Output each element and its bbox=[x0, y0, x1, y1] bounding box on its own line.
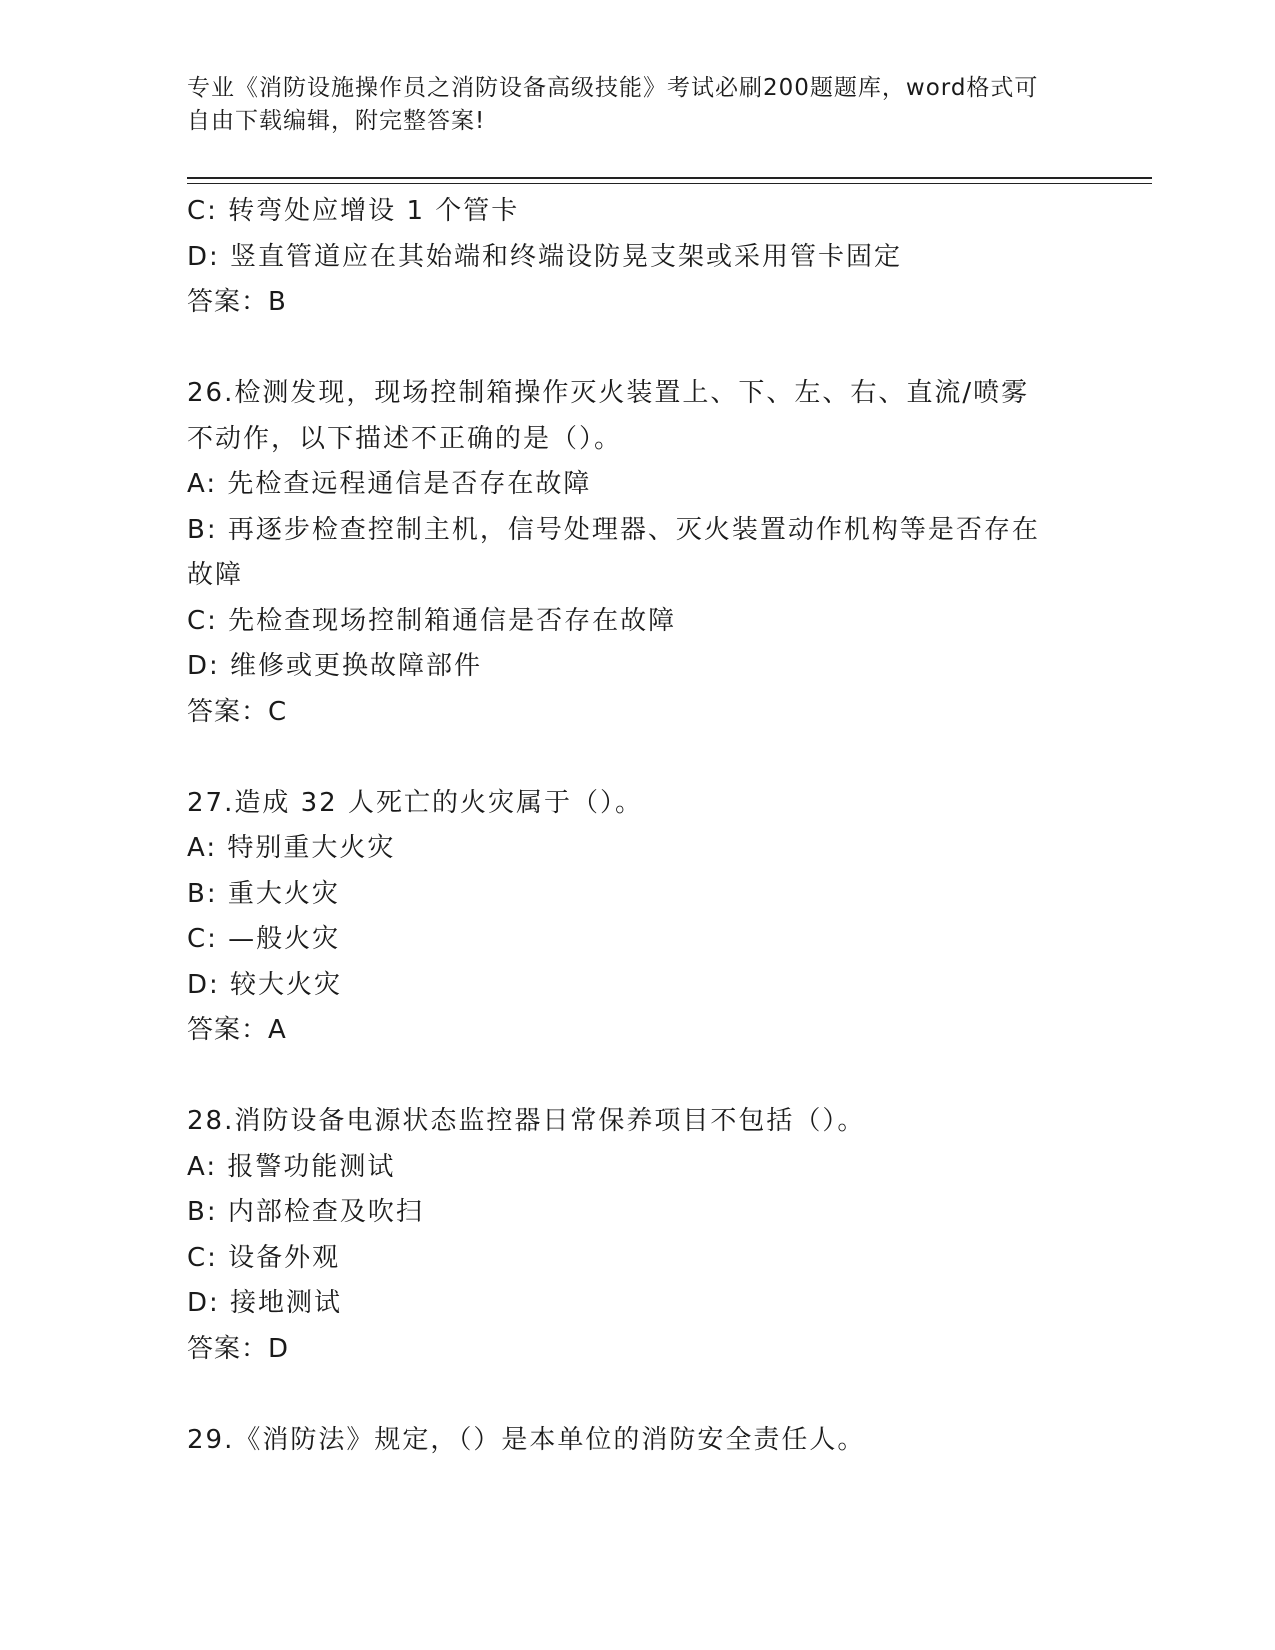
q26-option-b-line-1: B: 再逐步检查控制主机，信号处理器、灭火装置动作机构等是否存在 bbox=[187, 514, 1040, 545]
q28-answer: 答案：D bbox=[187, 1333, 290, 1364]
q26-option-d: D: 维修或更换故障部件 bbox=[187, 651, 483, 681]
q28-option-c: C: 设备外观 bbox=[187, 1242, 341, 1273]
q27-answer: 答案：A bbox=[187, 1015, 287, 1045]
spacer bbox=[187, 735, 1087, 781]
spacer bbox=[187, 1372, 1087, 1418]
q25-option-d: D: 竖直管道应在其始端和终端设防晃支架或采用管卡固定 bbox=[187, 241, 903, 272]
header-divider-thick bbox=[187, 177, 1152, 179]
q27-option-a: A: 特别重大火灾 bbox=[187, 833, 396, 863]
q26-answer: 答案：C bbox=[187, 696, 288, 727]
q25-answer: 答案：B bbox=[187, 287, 287, 317]
q27-option-c: C: —般火灾 bbox=[187, 924, 341, 954]
q28-option-d: D: 接地测试 bbox=[187, 1288, 343, 1318]
q26-option-c: C: 先检查现场控制箱通信是否存在故障 bbox=[187, 605, 677, 636]
document-header bbox=[187, 72, 1087, 138]
header-divider-thin bbox=[187, 183, 1152, 184]
q27-stem: 27.造成 32 人死亡的火灾属于（）。 bbox=[187, 787, 643, 818]
question-26 bbox=[187, 371, 1087, 735]
q29-stem: 29.《消防法》规定，（）是本单位的消防安全责任人。 bbox=[187, 1424, 866, 1455]
header-line-1: 专业《消防设施操作员之消防设备高级技能》考试必刷200题题库，word格式可 bbox=[187, 75, 1039, 101]
q28-stem: 28.消防设备电源状态监控器日常保养项目不包括（）。 bbox=[187, 1106, 866, 1136]
spacer bbox=[187, 1054, 1087, 1100]
q27-option-d: D: 较大火灾 bbox=[187, 969, 343, 1000]
q28-option-b: B: 内部检查及吹扫 bbox=[187, 1197, 424, 1227]
q25-option-c: C: 转弯处应增设 1 个管卡 bbox=[187, 196, 520, 226]
header-line-2: 自由下载编辑，附完整答案! bbox=[187, 108, 486, 134]
q26-option-a: A: 先检查远程通信是否存在故障 bbox=[187, 469, 592, 499]
question-list bbox=[187, 189, 1087, 1463]
q28-option-a: A: 报警功能测试 bbox=[187, 1151, 396, 1182]
question-27 bbox=[187, 781, 1087, 1054]
spacer bbox=[187, 326, 1087, 372]
q27-option-b: B: 重大火灾 bbox=[187, 878, 340, 909]
question-25-continued bbox=[187, 189, 1087, 326]
question-28 bbox=[187, 1099, 1087, 1372]
q26-option-b-line-2: 故障 bbox=[187, 560, 244, 590]
q26-stem-line-2: 不动作，以下描述不正确的是（）。 bbox=[187, 423, 623, 454]
q26-stem-line-1: 26.检测发现，现场控制箱操作灭火装置上、下、左、右、直流/喷雾 bbox=[187, 378, 1030, 408]
question-29 bbox=[187, 1418, 1087, 1464]
